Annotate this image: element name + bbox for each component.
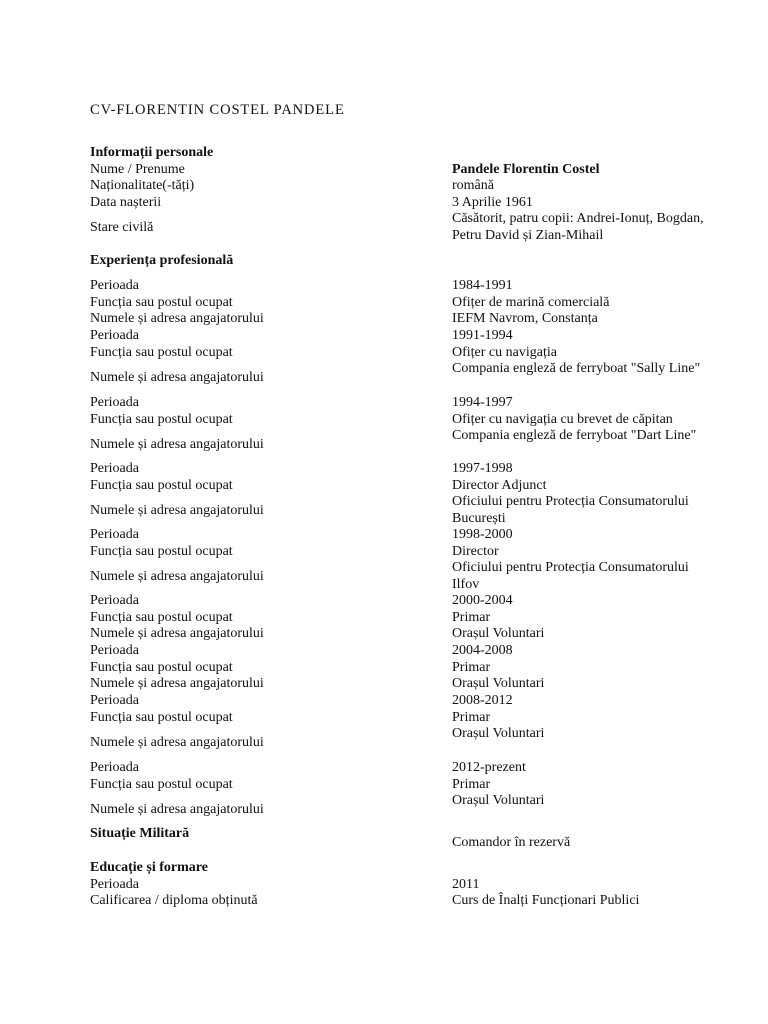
experience-period-label: Perioada <box>90 693 139 708</box>
experience-period-label: Perioada <box>90 760 139 775</box>
experience-period-value: 2008-2012 <box>452 693 513 708</box>
experience-position-value: Ofițer cu navigația <box>452 344 557 360</box>
education-period-value: 2011 <box>452 877 480 892</box>
experience-period-value: 2012-prezent <box>452 760 526 775</box>
experience-position-value: Primar <box>452 776 491 792</box>
experience-period-value: 1994-1997 <box>452 395 513 410</box>
experience-period-label: Perioada <box>90 593 139 608</box>
experience-employer-value: Compania engleză de ferryboat "Sally Line" <box>452 361 701 376</box>
experience-position-value: Director Adjunct <box>452 477 547 493</box>
experience-employer-value: Oficiului pentru Protecția Consumatorului București <box>452 494 689 526</box>
experience-position-label: Funcția sau postul ocupat <box>90 477 233 493</box>
experience-period-value: 1984-1991 <box>452 278 513 293</box>
document-title: CV-FLORENTIN COSTEL PANDELE <box>90 102 345 118</box>
experience-period-value: 1997-1998 <box>452 461 513 476</box>
birth-label: Data nașterii <box>90 195 162 210</box>
name-label: Nume / Prenume <box>90 162 185 177</box>
experience-employer-label: Numele și adresa angajatorului <box>90 626 264 641</box>
experience-position-label: Funcția sau postul ocupat <box>90 411 233 427</box>
experience-employer-label: Numele și adresa angajatorului <box>90 503 264 518</box>
experience-position-value: Ofițer de marină comercială <box>452 294 610 310</box>
experience-period-label: Perioada <box>90 527 139 542</box>
name-value: Pandele Florentin Costel <box>452 162 600 177</box>
experience-employer-value: Orașul Voluntari <box>452 676 545 691</box>
experience-employer-value: Oficiului pentru Protecția Consumatorului Ilfov <box>452 560 689 592</box>
education-period-label: Perioada <box>90 877 139 892</box>
experience-position-label: Funcția sau postul ocupat <box>90 659 233 675</box>
experience-period-label: Perioada <box>90 278 139 293</box>
experience-employer-label: Numele și adresa angajatorului <box>90 676 264 691</box>
experience-position-value: Primar <box>452 659 491 675</box>
marital-label: Stare civilă <box>90 220 154 235</box>
section-education: Educație și formare <box>90 860 208 875</box>
experience-employer-value: Orașul Voluntari <box>452 793 545 808</box>
experience-employer-label: Numele și adresa angajatorului <box>90 370 264 385</box>
nationality-label: Naționalitate(-tăți) <box>90 178 195 193</box>
section-experience: Experiența profesională <box>90 253 234 268</box>
experience-employer-label: Numele și adresa angajatorului <box>90 311 264 326</box>
experience-period-label: Perioada <box>90 395 139 410</box>
experience-period-value: 2004-2008 <box>452 643 513 658</box>
section-military: Situație Militară <box>90 826 190 841</box>
section-personal-info: Informații personale <box>90 145 214 160</box>
experience-position-value: Director <box>452 543 499 559</box>
marital-value: Căsătorit, patru copii: Andrei-Ionuț, Bogdan, Petru David și Zian-Mihail <box>452 211 704 243</box>
experience-employer-value: IEFM Navrom, Constanța <box>452 311 598 326</box>
experience-position-label: Funcția sau postul ocupat <box>90 609 233 625</box>
experience-period-label: Perioada <box>90 461 139 476</box>
military-value: Comandor în rezervă <box>452 835 571 850</box>
experience-employer-label: Numele și adresa angajatorului <box>90 735 264 750</box>
experience-employer-label: Numele și adresa angajatorului <box>90 437 264 452</box>
experience-employer-value: Orașul Voluntari <box>452 626 545 641</box>
experience-position-value: Ofițer cu navigația cu brevet de căpitan <box>452 411 673 427</box>
experience-period-value: 1998-2000 <box>452 527 513 542</box>
experience-position-label: Funcția sau postul ocupat <box>90 543 233 559</box>
experience-position-label: Funcția sau postul ocupat <box>90 776 233 792</box>
experience-period-label: Perioada <box>90 643 139 658</box>
experience-employer-label: Numele și adresa angajatorului <box>90 569 264 584</box>
experience-position-label: Funcția sau postul ocupat <box>90 294 233 310</box>
experience-employer-value: Compania engleză de ferryboat "Dart Line" <box>452 428 697 443</box>
experience-employer-value: Orașul Voluntari <box>452 726 545 741</box>
nationality-value: română <box>452 178 494 193</box>
birth-value: 3 Aprilie 1961 <box>452 195 533 210</box>
qualification-label: Calificarea / diploma obținută <box>90 893 258 908</box>
experience-position-value: Primar <box>452 709 491 725</box>
experience-employer-label: Numele și adresa angajatorului <box>90 802 264 817</box>
qualification-value: Curs de Înalți Funcționari Publici <box>452 893 640 908</box>
experience-position-label: Funcția sau postul ocupat <box>90 344 233 360</box>
experience-position-label: Funcția sau postul ocupat <box>90 709 233 725</box>
experience-position-value: Primar <box>452 609 491 625</box>
experience-period-label: Perioada <box>90 328 139 343</box>
experience-period-value: 1991-1994 <box>452 328 513 343</box>
experience-period-value: 2000-2004 <box>452 593 513 608</box>
